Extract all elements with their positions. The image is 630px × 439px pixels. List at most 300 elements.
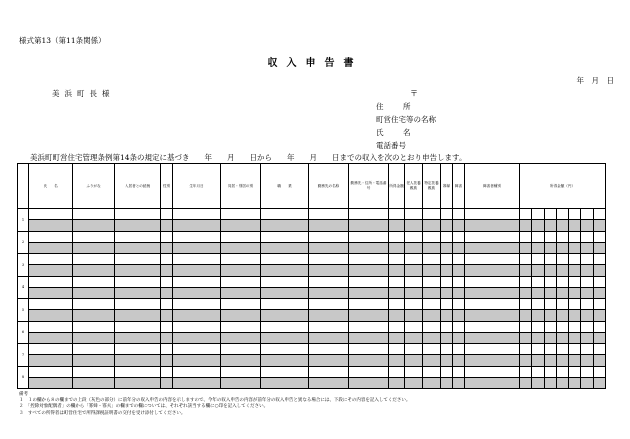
table-cell[interactable] — [261, 355, 309, 366]
table-cell[interactable] — [389, 287, 405, 298]
table-cell[interactable] — [520, 242, 606, 253]
table-cell[interactable] — [261, 287, 309, 298]
table-cell[interactable] — [441, 287, 453, 298]
table-cell[interactable] — [73, 265, 115, 276]
table-cell[interactable] — [349, 332, 389, 343]
table-cell[interactable] — [423, 332, 441, 343]
table-cell[interactable] — [261, 344, 309, 355]
table-cell[interactable] — [161, 355, 173, 366]
table-cell[interactable] — [309, 276, 349, 287]
table-cell[interactable] — [115, 220, 161, 231]
table-row — [18, 332, 606, 343]
table-cell[interactable] — [405, 377, 423, 388]
table-cell[interactable] — [161, 254, 173, 265]
table-cell[interactable] — [389, 209, 405, 220]
table-cell[interactable] — [349, 377, 389, 388]
header-index — [18, 164, 29, 209]
table-cell[interactable] — [453, 332, 465, 343]
table-cell[interactable] — [115, 377, 161, 388]
table-cell[interactable] — [29, 355, 73, 366]
table-cell[interactable] — [441, 366, 453, 377]
table-cell[interactable] — [441, 254, 453, 265]
table-cell[interactable] — [261, 321, 309, 332]
table-row — [18, 366, 606, 377]
table-cell[interactable] — [520, 231, 606, 242]
table-cell[interactable] — [465, 220, 520, 231]
header-birthdate: 生年月日 — [173, 164, 221, 209]
table-cell[interactable] — [29, 344, 73, 355]
table-cell[interactable] — [173, 366, 221, 377]
table-cell[interactable] — [453, 265, 465, 276]
table-cell[interactable] — [115, 321, 161, 332]
table-cell[interactable] — [405, 254, 423, 265]
table-cell[interactable] — [115, 344, 161, 355]
table-cell[interactable] — [453, 220, 465, 231]
table-cell[interactable] — [261, 377, 309, 388]
table-cell[interactable] — [453, 209, 465, 220]
table-cell[interactable] — [73, 231, 115, 242]
table-cell[interactable] — [115, 231, 161, 242]
table-cell[interactable] — [261, 366, 309, 377]
table-row — [18, 254, 606, 265]
table-cell[interactable] — [349, 299, 389, 310]
table-cell[interactable] — [115, 265, 161, 276]
table-cell[interactable] — [453, 366, 465, 377]
header-furigana: ふりがな — [73, 164, 115, 209]
table-cell[interactable] — [221, 209, 261, 220]
table-cell[interactable] — [261, 265, 309, 276]
table-cell[interactable] — [161, 366, 173, 377]
table-cell[interactable] — [73, 209, 115, 220]
table-cell[interactable] — [389, 265, 405, 276]
table-cell[interactable] — [161, 332, 173, 343]
table-cell[interactable] — [173, 265, 221, 276]
table-cell[interactable] — [389, 366, 405, 377]
table-cell[interactable] — [405, 321, 423, 332]
table-cell[interactable] — [221, 242, 261, 253]
table-cell[interactable] — [29, 321, 73, 332]
table-cell[interactable] — [73, 344, 115, 355]
table-cell[interactable] — [453, 242, 465, 253]
table-cell[interactable] — [29, 299, 73, 310]
table-cell[interactable] — [520, 344, 606, 355]
table-row — [18, 276, 606, 287]
table-cell[interactable] — [465, 242, 520, 253]
table-cell[interactable] — [161, 220, 173, 231]
table-cell[interactable] — [423, 355, 441, 366]
table-cell[interactable] — [423, 276, 441, 287]
table-cell[interactable] — [73, 355, 115, 366]
table-cell[interactable] — [115, 242, 161, 253]
table-cell[interactable] — [441, 231, 453, 242]
table-cell[interactable] — [405, 209, 423, 220]
table-cell[interactable] — [261, 220, 309, 231]
table-cell[interactable] — [389, 321, 405, 332]
table-cell[interactable] — [29, 242, 73, 253]
table-cell[interactable] — [73, 242, 115, 253]
table-cell[interactable] — [520, 321, 606, 332]
table-cell[interactable] — [73, 254, 115, 265]
header-elderly-dependent: 老人扶養親族 — [405, 164, 423, 209]
table-cell[interactable] — [389, 231, 405, 242]
table-cell[interactable] — [441, 321, 453, 332]
table-cell[interactable] — [389, 299, 405, 310]
table-cell[interactable] — [405, 265, 423, 276]
table-row — [18, 220, 606, 231]
table-cell[interactable] — [389, 242, 405, 253]
table-cell[interactable] — [349, 209, 389, 220]
table-cell[interactable] — [161, 299, 173, 310]
table-cell[interactable] — [221, 332, 261, 343]
table-cell[interactable] — [221, 355, 261, 366]
table-cell[interactable] — [173, 276, 221, 287]
address-label: 住 所 — [376, 102, 417, 111]
note-line: ２ 「控除対象配偶者」の欄から「寡婦・寡夫」の欄までの欄については、それぞれ該当する欄に○印を記入してください。 — [19, 404, 269, 410]
table-row — [18, 299, 606, 310]
table-cell[interactable] — [161, 242, 173, 253]
header-disability-type: 障害者種別 — [465, 164, 520, 209]
declaration-statement: 美浜町町営住宅管理条例第14条の規定に基づき 年 月 日から 年 月 日までの収入を次のとおり申告します。 — [30, 153, 467, 162]
header-sex: 性別 — [161, 164, 173, 209]
row-number: 8 — [18, 366, 29, 389]
table-cell[interactable] — [161, 287, 173, 298]
table-cell[interactable] — [441, 276, 453, 287]
table-cell[interactable] — [389, 220, 405, 231]
table-cell[interactable] — [261, 310, 309, 321]
table-cell[interactable] — [453, 231, 465, 242]
header-relationship: 入居者との続柄 — [115, 164, 161, 209]
table-cell[interactable] — [261, 276, 309, 287]
row-number: 3 — [18, 254, 29, 277]
table-cell[interactable] — [221, 310, 261, 321]
table-cell[interactable] — [349, 242, 389, 253]
table-cell[interactable] — [221, 366, 261, 377]
table-cell[interactable] — [389, 377, 405, 388]
table-cell[interactable] — [441, 310, 453, 321]
table-cell[interactable] — [441, 344, 453, 355]
table-cell[interactable] — [349, 287, 389, 298]
table-cell[interactable] — [309, 321, 349, 332]
table-row — [18, 355, 606, 366]
header-specific-dependent: 特定扶養親族 — [423, 164, 441, 209]
table-cell[interactable] — [520, 299, 606, 310]
table-cell[interactable] — [423, 242, 441, 253]
table-cell[interactable] — [465, 231, 520, 242]
table-cell[interactable] — [349, 276, 389, 287]
table-cell[interactable] — [309, 242, 349, 253]
table-cell[interactable] — [261, 299, 309, 310]
row-number: 5 — [18, 299, 29, 322]
table-cell[interactable] — [173, 321, 221, 332]
table-cell[interactable] — [465, 366, 520, 377]
table-cell[interactable] — [453, 355, 465, 366]
table-cell[interactable] — [115, 209, 161, 220]
table-cell[interactable] — [221, 220, 261, 231]
table-cell[interactable] — [465, 287, 520, 298]
table-cell[interactable] — [309, 231, 349, 242]
table-cell[interactable] — [309, 377, 349, 388]
table-cell[interactable] — [221, 231, 261, 242]
table-cell[interactable] — [173, 209, 221, 220]
page-title: 収入申告書 — [267, 58, 363, 69]
row-number: 6 — [18, 321, 29, 344]
table-cell[interactable] — [221, 254, 261, 265]
table-cell[interactable] — [221, 265, 261, 276]
table-cell[interactable] — [520, 287, 606, 298]
row-number: 1 — [18, 209, 29, 232]
table-cell[interactable] — [173, 287, 221, 298]
table-cell[interactable] — [349, 366, 389, 377]
table-cell[interactable] — [423, 254, 441, 265]
table-cell[interactable] — [423, 209, 441, 220]
table-cell[interactable] — [389, 310, 405, 321]
table-cell[interactable] — [29, 377, 73, 388]
table-cell[interactable] — [173, 254, 221, 265]
table-row — [18, 321, 606, 332]
table-cell[interactable] — [441, 220, 453, 231]
table-cell[interactable] — [520, 220, 606, 231]
table-cell[interactable] — [465, 355, 520, 366]
table-cell[interactable] — [423, 366, 441, 377]
form-number: 様式第13（第11条関係） — [19, 36, 106, 45]
table-cell[interactable] — [261, 332, 309, 343]
table-cell[interactable] — [453, 287, 465, 298]
table-cell[interactable] — [423, 321, 441, 332]
table-cell[interactable] — [73, 332, 115, 343]
table-cell[interactable] — [73, 366, 115, 377]
table-cell[interactable] — [309, 344, 349, 355]
table-cell[interactable] — [405, 310, 423, 321]
table-row — [18, 377, 606, 388]
table-cell[interactable] — [73, 310, 115, 321]
table-row — [18, 265, 606, 276]
table-cell[interactable] — [173, 220, 221, 231]
table-cell[interactable] — [453, 377, 465, 388]
table-cell[interactable] — [405, 355, 423, 366]
header-employer-address: 勤務先・住所・電話番号 — [349, 164, 389, 209]
table-cell[interactable] — [520, 377, 606, 388]
table-cell[interactable] — [115, 287, 161, 298]
table-cell[interactable] — [309, 299, 349, 310]
table-cell[interactable] — [29, 332, 73, 343]
table-cell[interactable] — [73, 287, 115, 298]
table-cell[interactable] — [309, 366, 349, 377]
table-cell[interactable] — [221, 276, 261, 287]
table-cell[interactable] — [423, 220, 441, 231]
table-cell[interactable] — [349, 321, 389, 332]
table-cell[interactable] — [29, 220, 73, 231]
table-cell[interactable] — [115, 276, 161, 287]
table-cell[interactable] — [309, 254, 349, 265]
table-cell[interactable] — [221, 299, 261, 310]
table-cell[interactable] — [520, 310, 606, 321]
table-cell[interactable] — [173, 355, 221, 366]
table-cell[interactable] — [29, 310, 73, 321]
table-cell[interactable] — [115, 332, 161, 343]
table-cell[interactable] — [441, 355, 453, 366]
row-number: 4 — [18, 276, 29, 299]
table-cell[interactable] — [453, 276, 465, 287]
table-cell[interactable] — [161, 377, 173, 388]
table-cell[interactable] — [221, 377, 261, 388]
table-cell[interactable] — [309, 287, 349, 298]
table-cell[interactable] — [173, 344, 221, 355]
table-cell[interactable] — [520, 276, 606, 287]
table-cell[interactable] — [465, 209, 520, 220]
table-cell[interactable] — [465, 332, 520, 343]
table-cell[interactable] — [423, 310, 441, 321]
table-cell[interactable] — [423, 299, 441, 310]
header-income-yen: 所得金額（円） — [520, 164, 606, 209]
table-cell[interactable] — [405, 287, 423, 298]
table-cell[interactable] — [405, 299, 423, 310]
table-cell[interactable] — [349, 231, 389, 242]
table-cell[interactable] — [349, 254, 389, 265]
table-cell[interactable] — [161, 231, 173, 242]
name-label: 氏 名 — [376, 128, 417, 137]
header-name: 氏 名 — [29, 164, 73, 209]
table-cell[interactable] — [309, 310, 349, 321]
table-cell[interactable] — [465, 321, 520, 332]
table-cell[interactable] — [389, 355, 405, 366]
table-cell[interactable] — [173, 299, 221, 310]
table-cell[interactable] — [423, 231, 441, 242]
table-cell[interactable] — [161, 344, 173, 355]
table-cell[interactable] — [441, 299, 453, 310]
table-cell[interactable] — [161, 276, 173, 287]
table-cell[interactable] — [309, 355, 349, 366]
table-cell[interactable] — [115, 254, 161, 265]
table-cell[interactable] — [453, 344, 465, 355]
table-cell[interactable] — [73, 321, 115, 332]
table-cell[interactable] — [405, 366, 423, 377]
table-cell[interactable] — [173, 242, 221, 253]
table-cell[interactable] — [520, 254, 606, 265]
table-cell[interactable] — [465, 276, 520, 287]
table-cell[interactable] — [441, 209, 453, 220]
table-cell[interactable] — [221, 344, 261, 355]
table-cell[interactable] — [73, 276, 115, 287]
table-cell[interactable] — [441, 332, 453, 343]
table-cell[interactable] — [173, 310, 221, 321]
table-cell[interactable] — [453, 310, 465, 321]
table-row — [18, 231, 606, 242]
table-cell[interactable] — [349, 344, 389, 355]
table-cell[interactable] — [453, 321, 465, 332]
table-cell[interactable] — [173, 332, 221, 343]
table-cell[interactable] — [389, 344, 405, 355]
table-cell[interactable] — [520, 265, 606, 276]
table-cell[interactable] — [465, 344, 520, 355]
table-cell[interactable] — [115, 310, 161, 321]
table-cell[interactable] — [309, 209, 349, 220]
table-cell[interactable] — [423, 344, 441, 355]
table-cell[interactable] — [441, 265, 453, 276]
table-cell[interactable] — [115, 299, 161, 310]
table-cell[interactable] — [115, 355, 161, 366]
table-cell[interactable] — [29, 287, 73, 298]
table-row — [18, 287, 606, 298]
table-cell[interactable] — [221, 321, 261, 332]
table-cell[interactable] — [405, 231, 423, 242]
table-row — [18, 344, 606, 355]
notes-label: 備考 — [19, 392, 28, 397]
table-cell[interactable] — [161, 310, 173, 321]
table-cell[interactable] — [405, 242, 423, 253]
row-number: 7 — [18, 344, 29, 367]
table-cell[interactable] — [465, 310, 520, 321]
table-cell[interactable] — [173, 377, 221, 388]
income-table — [17, 163, 606, 389]
table-cell[interactable] — [29, 254, 73, 265]
table-cell[interactable] — [441, 377, 453, 388]
table-cell[interactable] — [423, 287, 441, 298]
table-cell[interactable] — [405, 344, 423, 355]
table-cell[interactable] — [520, 355, 606, 366]
table-row — [18, 310, 606, 321]
housing-name-label: 町営住宅等の名称 — [376, 115, 436, 124]
table-cell[interactable] — [389, 254, 405, 265]
table-cell[interactable] — [423, 377, 441, 388]
table-cell[interactable] — [520, 209, 606, 220]
table-cell[interactable] — [261, 242, 309, 253]
table-cell[interactable] — [161, 265, 173, 276]
table-cell[interactable] — [520, 332, 606, 343]
table-cell[interactable] — [389, 332, 405, 343]
table-cell[interactable] — [465, 254, 520, 265]
table-cell[interactable] — [221, 287, 261, 298]
table-cell[interactable] — [441, 242, 453, 253]
table-cell[interactable] — [309, 220, 349, 231]
table-cell[interactable] — [73, 377, 115, 388]
table-cell[interactable] — [261, 209, 309, 220]
table-cell[interactable] — [73, 299, 115, 310]
table-cell[interactable] — [309, 265, 349, 276]
table-cell[interactable] — [465, 299, 520, 310]
table-cell[interactable] — [405, 276, 423, 287]
table-cell[interactable] — [423, 265, 441, 276]
table-row — [18, 242, 606, 253]
table-cell[interactable] — [520, 366, 606, 377]
table-cell[interactable] — [309, 332, 349, 343]
table-cell[interactable] — [73, 220, 115, 231]
table-cell[interactable] — [349, 355, 389, 366]
table-cell[interactable] — [29, 265, 73, 276]
table-cell[interactable] — [29, 366, 73, 377]
table-cell[interactable] — [173, 231, 221, 242]
table-cell[interactable] — [349, 220, 389, 231]
table-cell[interactable] — [349, 310, 389, 321]
table-cell[interactable] — [115, 366, 161, 377]
table-cell[interactable] — [29, 276, 73, 287]
table-cell[interactable] — [453, 254, 465, 265]
table-cell[interactable] — [29, 231, 73, 242]
table-cell[interactable] — [405, 332, 423, 343]
table-cell[interactable] — [453, 299, 465, 310]
table-cell[interactable] — [465, 265, 520, 276]
table-cell[interactable] — [389, 276, 405, 287]
table-cell[interactable] — [161, 209, 173, 220]
table-cell[interactable] — [29, 209, 73, 220]
table-header-row — [18, 164, 606, 209]
table-cell[interactable] — [261, 254, 309, 265]
note-line: １ １の欄から８の欄までの上段（灰色の部分）に前年分の収入申告の内容を示しますので、今年の収入申告の内容が前年分の収入申告と異なる場合には、下段にその内容を記入してください。 — [19, 398, 411, 404]
table-cell[interactable] — [261, 231, 309, 242]
table-cell[interactable] — [349, 265, 389, 276]
table-cell[interactable] — [465, 377, 520, 388]
table-cell[interactable] — [161, 321, 173, 332]
table-cell[interactable] — [405, 220, 423, 231]
